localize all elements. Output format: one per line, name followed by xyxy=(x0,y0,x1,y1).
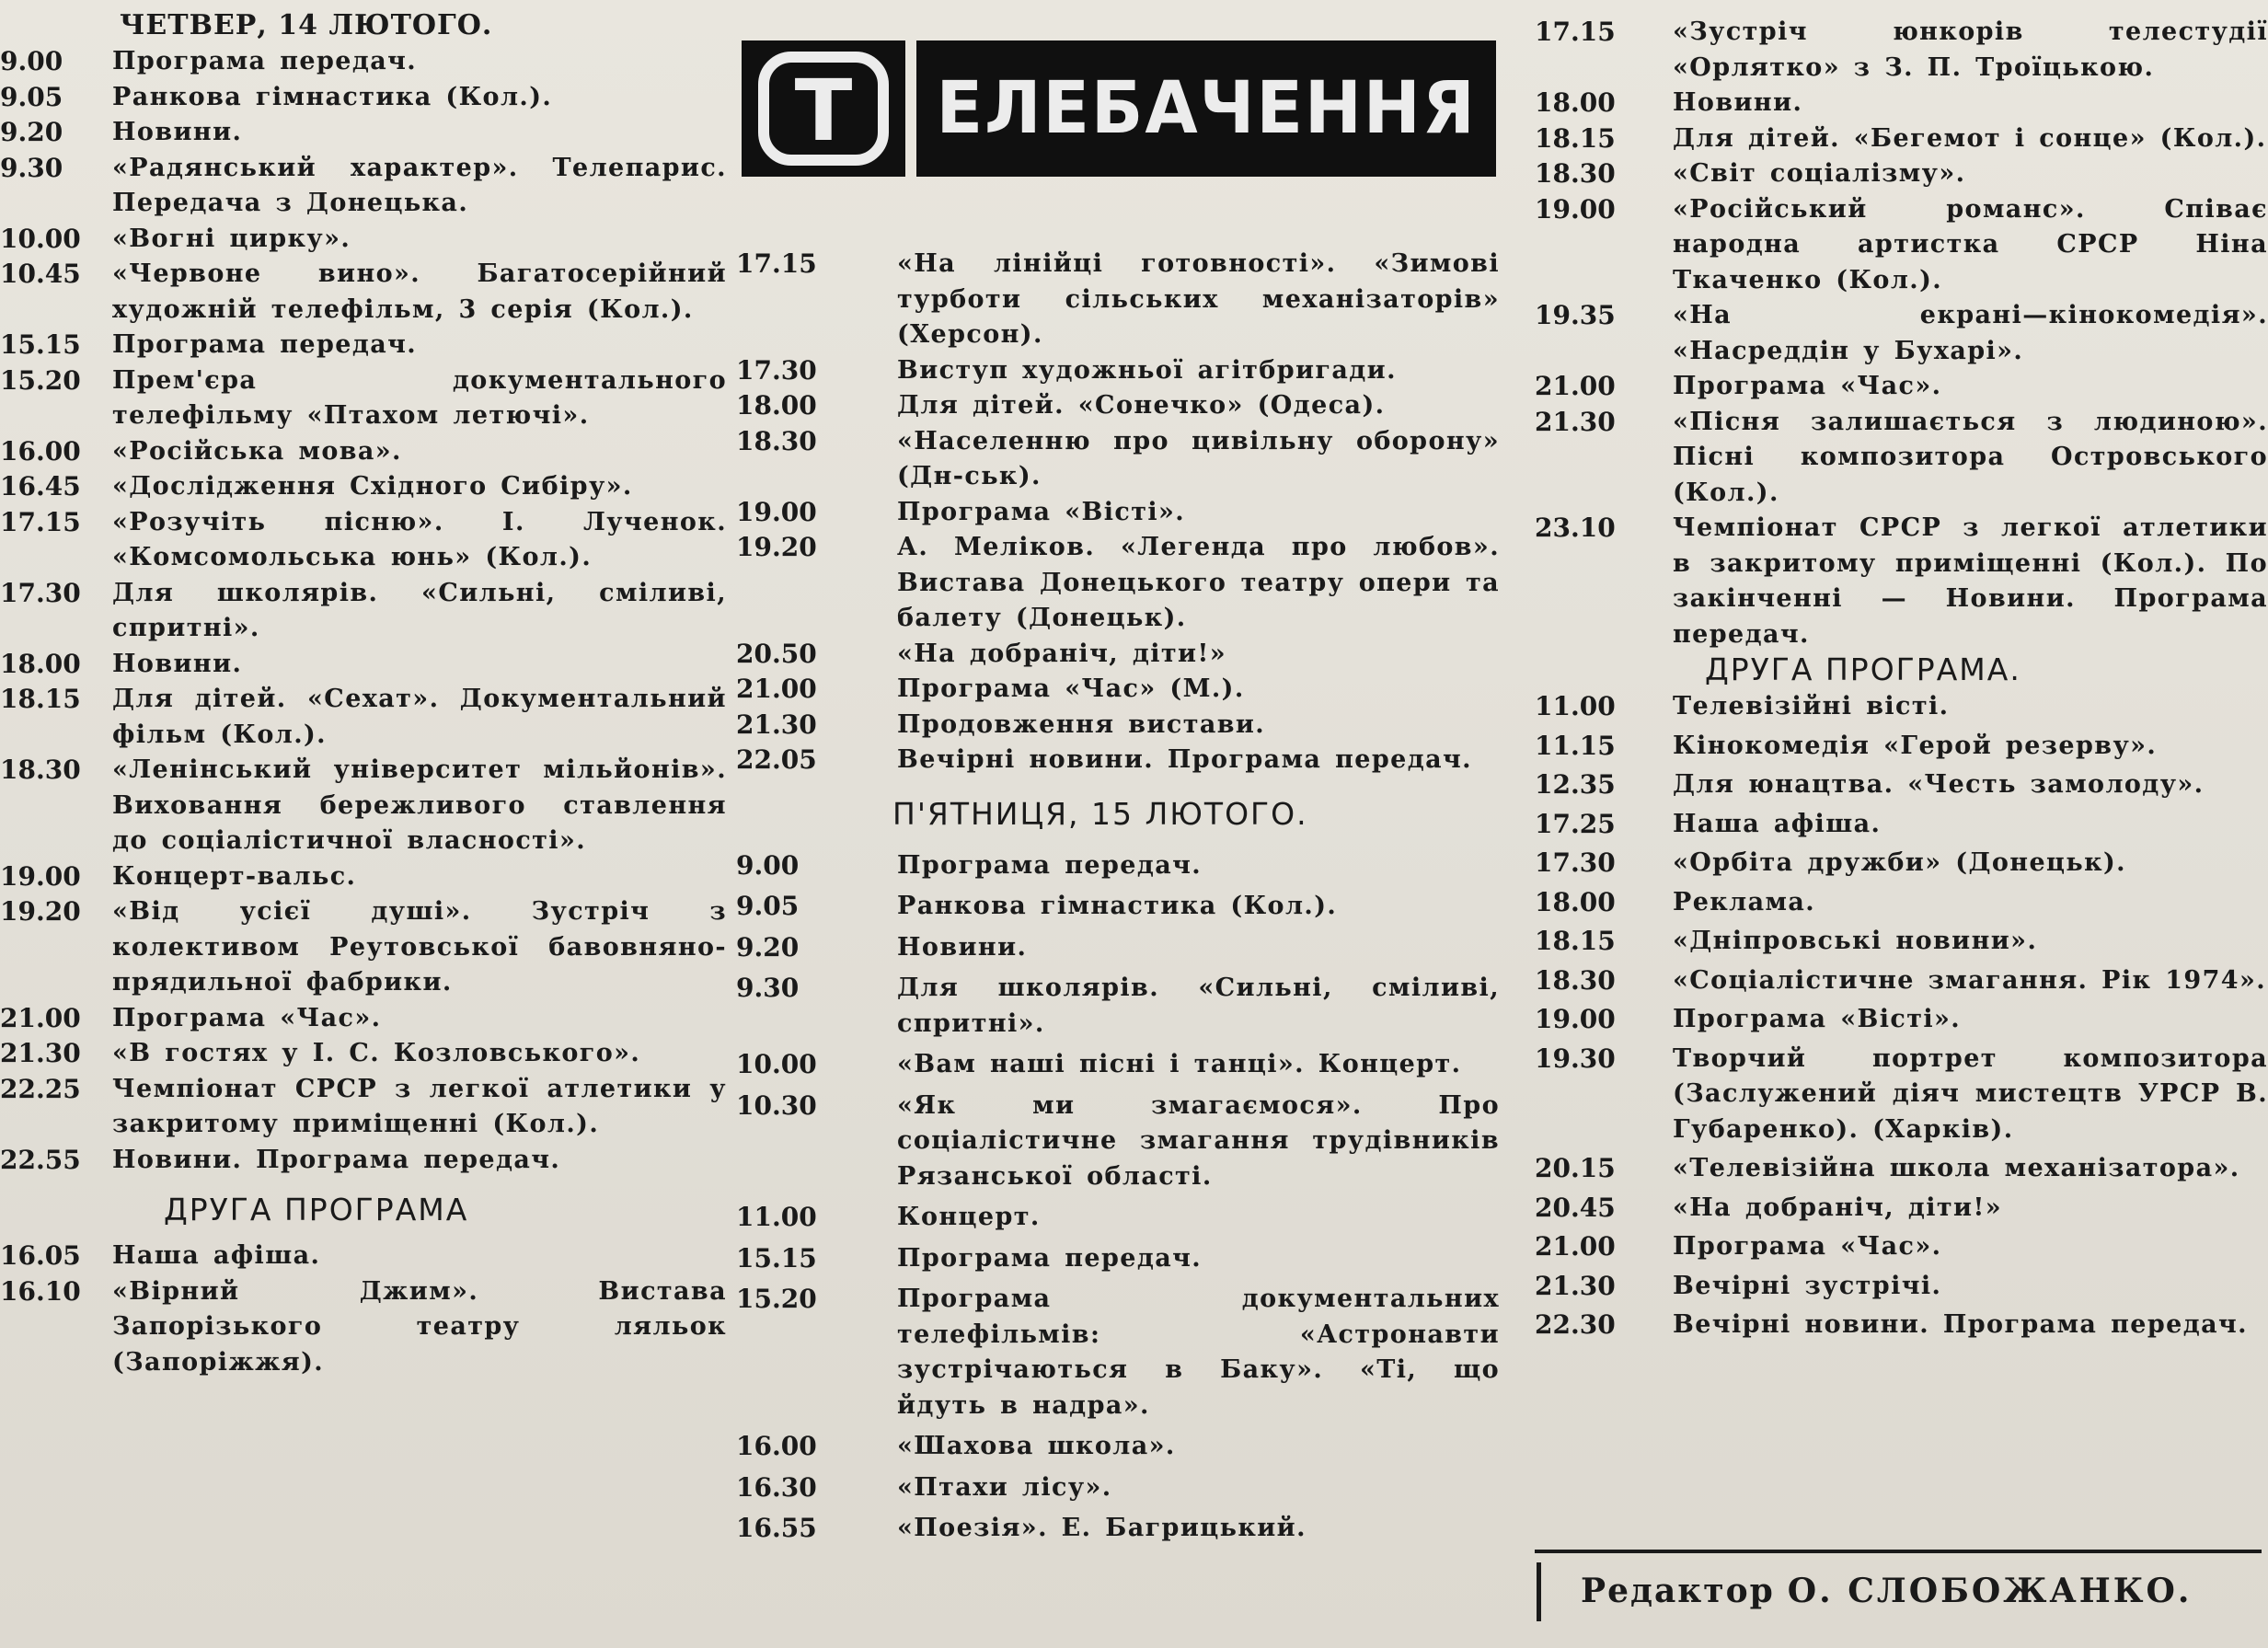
entry-time: 19.35 xyxy=(1535,300,1616,330)
entry-title: «Світ соціалізму». xyxy=(1673,159,1966,188)
entry-time: 18.15 xyxy=(1535,926,1616,956)
entry-time: 19.00 xyxy=(1535,1004,1616,1034)
entry-title: «На лінійці готовності». «Зимові турботи сільських механізаторів» (Херсон). xyxy=(897,249,1500,349)
schedule-entry xyxy=(1535,511,2268,652)
entry-title: «Поезія». Е. Багрицький. xyxy=(897,1514,1307,1542)
entry-title: Телевізійні вісті. xyxy=(1673,692,1950,720)
entry-time: 15.20 xyxy=(736,1284,817,1314)
entry-title: Концерт. xyxy=(897,1203,1041,1231)
schedule-entry xyxy=(736,848,1500,884)
entry-time: 9.30 xyxy=(0,152,63,183)
entry-time: 21.30 xyxy=(1535,406,1616,437)
schedule-entry xyxy=(0,80,727,116)
entry-time: 16.45 xyxy=(0,471,81,501)
schedule-entry xyxy=(0,1072,727,1143)
middle-column xyxy=(736,0,1500,1552)
entry-time: 19.00 xyxy=(0,860,81,892)
schedule-entry xyxy=(0,1274,727,1381)
schedule-entry xyxy=(736,1200,1500,1236)
thursday-continued-schedule xyxy=(736,247,1500,778)
thursday-schedule xyxy=(0,44,727,1178)
entry-title: Продовження вистави. xyxy=(897,709,1266,739)
entry-title: Концерт-вальс. xyxy=(112,861,357,891)
schedule-entry xyxy=(1535,369,2268,405)
entry-time: 17.30 xyxy=(0,577,81,608)
entry-time: 10.45 xyxy=(0,259,81,289)
entry-title: Вечірні зустрічі. xyxy=(1673,1271,1942,1300)
entry-time: 9.05 xyxy=(736,891,800,921)
schedule-entry xyxy=(0,894,727,1001)
schedule-entry xyxy=(1535,121,2268,157)
schedule-entry xyxy=(0,682,727,753)
schedule-entry xyxy=(736,1282,1500,1423)
entry-title: «Від усієї душі». Зустріч з колективом Реутовської бавовняно-прядильної фабрики. xyxy=(112,897,727,997)
entry-title: Програма передач. xyxy=(897,850,1203,880)
entry-time: 16.05 xyxy=(0,1240,81,1271)
schedule-entry xyxy=(1535,767,2268,803)
entry-title: «Зустріч юнкорів телестудії «Орлятко» з З. П. Троїцькою. xyxy=(1673,17,2268,82)
schedule-entry xyxy=(0,151,727,222)
entry-time: 21.00 xyxy=(0,1002,81,1033)
entry-title: Програма документальних телефільмів: «Астронавти зустрічаються в Баку». «Ті, що йдуть в надра». xyxy=(897,1285,1500,1420)
entry-title: «Дослідження Східного Сибіру». xyxy=(112,472,633,501)
entry-time: 11.00 xyxy=(736,1202,817,1232)
schedule-entry xyxy=(1535,1042,2268,1148)
schedule-entry xyxy=(1535,1002,2268,1038)
entry-time: 9.20 xyxy=(736,931,800,962)
entry-title: Для школярів. «Сильні, сміливі, спритні». xyxy=(112,578,727,642)
schedule-entry xyxy=(0,115,727,151)
thursday-column xyxy=(0,0,727,1380)
schedule-entry xyxy=(0,44,727,80)
schedule-entry xyxy=(736,637,1500,673)
entry-time: 9.00 xyxy=(736,849,800,881)
entry-title: «Дніпровські новини». xyxy=(1673,927,2038,955)
entry-time: 9.20 xyxy=(0,117,63,147)
schedule-entry xyxy=(1535,405,2268,512)
entry-time: 21.30 xyxy=(736,709,817,740)
entry-time: 18.30 xyxy=(0,755,81,785)
entry-title: Для дітей. «Бегемот і сонце» (Кол.). xyxy=(1673,123,2267,153)
entry-title: Для школярів. «Сильні, сміливі, спритні». xyxy=(897,974,1500,1038)
entry-time: 9.30 xyxy=(736,973,800,1003)
entry-title: «В гостях у І. С. Козловського». xyxy=(112,1039,641,1067)
entry-time: 12.35 xyxy=(1535,769,1616,800)
entry-time: 18.30 xyxy=(1535,158,1616,189)
logo-text: ЕЛЕБАЧЕННЯ xyxy=(936,67,1477,150)
entry-title: «Пісня залишається з людиною». Пісні композитора Островського (Кол.). xyxy=(1673,407,2268,507)
entry-title: Чемпіонат СРСР з легкої атлетики в закритому приміщенні (Кол.). По закінченні — Новини. Програма передач. xyxy=(1673,513,2268,649)
entry-time: 20.45 xyxy=(1535,1192,1616,1223)
entry-title: Програма «Вісті». xyxy=(1673,1005,1962,1033)
friday-second-program-header: ДРУГА ПРОГРАМА. xyxy=(1705,651,2021,687)
entry-title: Ранкова гімнастика (Кол.). xyxy=(897,892,1338,920)
entry-title: «Населенню про цивільну оборону» (Дн-ськ). xyxy=(897,426,1500,490)
schedule-entry xyxy=(736,530,1500,637)
schedule-entry xyxy=(736,1511,1500,1547)
entry-time: 18.15 xyxy=(0,684,81,714)
schedule-entry xyxy=(0,1036,727,1072)
entry-title: «На добраніч, діти!» xyxy=(897,639,1226,668)
schedule-entry xyxy=(0,576,727,647)
schedule-entry xyxy=(0,647,727,683)
schedule-entry xyxy=(736,495,1500,531)
entry-title: «Шахова школа». xyxy=(897,1432,1176,1460)
entry-time: 17.25 xyxy=(1535,808,1616,839)
entry-title: «Телевізійна школа механізатора». xyxy=(1673,1154,2240,1182)
entry-time: 19.00 xyxy=(1535,193,1616,225)
logo-letter: Т xyxy=(794,62,853,160)
entry-title: Програма передач. xyxy=(897,1243,1203,1273)
schedule-entry xyxy=(1535,963,2268,999)
entry-time: 21.30 xyxy=(1535,1270,1616,1301)
entry-time: 18.00 xyxy=(0,648,81,679)
entry-time: 18.15 xyxy=(1535,122,1616,154)
entry-time: 16.10 xyxy=(0,1275,81,1307)
schedule-entry xyxy=(1535,1308,2268,1343)
entry-time: 21.30 xyxy=(0,1038,81,1068)
right-column xyxy=(1535,0,2268,1347)
thursday-header: ЧЕТВЕР, 14 ЛЮТОГО. xyxy=(120,9,493,41)
entry-title: Для дітей. «Сехат». Документальний фільм (Кол.). xyxy=(112,685,727,749)
entry-title: «Вірний Джим». Вистава Запорізького театру ляльок (Запоріжжя). xyxy=(112,1276,727,1377)
entry-time: 22.30 xyxy=(1535,1309,1616,1340)
editor-name: О. СЛОБОЖАНКО. xyxy=(1787,1572,2193,1610)
schedule-entry xyxy=(736,247,1500,353)
thursday-second-program-header: ДРУГА ПРОГРАМА xyxy=(164,1192,469,1227)
schedule-entry xyxy=(1535,192,2268,299)
schedule-entry xyxy=(1535,846,2268,882)
schedule-entry xyxy=(1535,15,2268,86)
entry-time: 10.00 xyxy=(0,223,81,254)
schedule-entry xyxy=(736,388,1500,424)
entry-time: 17.30 xyxy=(1535,847,1616,878)
entry-title: Творчий портрет композитора (Заслужений діяч мистецтв УРСР В. Губаренко). (Харків). xyxy=(1673,1043,2268,1144)
entry-time: 22.25 xyxy=(0,1073,81,1104)
entry-title: Для дітей. «Сонечко» (Одеса). xyxy=(897,391,1386,420)
schedule-entry xyxy=(736,1047,1500,1083)
schedule-entry xyxy=(0,363,727,434)
entry-time: 15.15 xyxy=(0,329,81,360)
entry-title: «Розучіть пісню». І. Лученок. «Комсомольська юнь» (Кол.). xyxy=(112,507,727,571)
entry-title: Чемпіонат СРСР з легкої атлетики у закритому приміщенні (Кол.). xyxy=(112,1074,727,1138)
schedule-entry xyxy=(736,971,1500,1042)
schedule-entry xyxy=(1535,885,2268,921)
entry-title: «Орбіта дружби» (Донецьк). xyxy=(1673,848,2126,877)
schedule-entry xyxy=(0,1239,727,1274)
entry-time: 16.00 xyxy=(0,435,81,467)
schedule-entry xyxy=(736,1429,1500,1465)
entry-title: «На добраніч, діти!» xyxy=(1673,1193,2002,1222)
entry-title: Вечірні новини. Програма передач. xyxy=(897,745,1472,774)
editor-rule xyxy=(1537,1562,1541,1621)
editor-line xyxy=(1581,1572,2192,1610)
entry-time: 19.20 xyxy=(0,896,81,927)
schedule-entry xyxy=(0,469,727,505)
entry-title: «Птахи лісу». xyxy=(897,1472,1112,1502)
entry-title: Ранкова гімнастика (Кол.). xyxy=(112,82,553,111)
schedule-entry xyxy=(1535,689,2268,725)
entry-time: 18.00 xyxy=(1535,886,1616,917)
schedule-entry xyxy=(0,222,727,258)
entry-title: «Соціалістичне змагання. Рік 1974». xyxy=(1673,965,2267,995)
entry-title: Вечірні новини. Програма передач. xyxy=(1673,1310,2248,1339)
entry-time: 17.30 xyxy=(736,354,817,386)
entry-title: Новини. Програма передач. xyxy=(112,1145,561,1174)
entry-time: 17.15 xyxy=(1535,17,1616,47)
entry-title: Наша афіша. xyxy=(1673,809,1882,838)
schedule-entry xyxy=(736,1241,1500,1277)
entry-title: А. Меліков. «Легенда про любов». Вистава Донецького театру опери та балету (Донецьк). xyxy=(897,533,1500,632)
entry-time: 17.15 xyxy=(0,506,81,537)
entry-time: 18.00 xyxy=(736,390,817,421)
entry-title: Новини. xyxy=(112,118,243,146)
entry-time: 9.05 xyxy=(0,81,63,112)
entry-title: «Червоне вино». Багатосерійний художній телефільм, 3 серія (Кол.). xyxy=(112,259,727,324)
entry-title: Програма «Час». xyxy=(1673,372,1942,400)
entry-time: 23.10 xyxy=(1535,513,1616,543)
schedule-entry xyxy=(0,1001,727,1037)
entry-title: «Російський романс». Співає народна артистка СРСР Ніна Ткаченко (Кол.). xyxy=(1673,194,2268,294)
entry-title: Програма передач. xyxy=(112,47,418,75)
entry-time: 16.55 xyxy=(736,1513,817,1543)
schedule-entry xyxy=(0,434,727,470)
entry-title: «На екрані—кінокомедія». «Насреддін у Бухарі». xyxy=(1673,301,2268,365)
schedule-entry xyxy=(736,1089,1500,1195)
entry-time: 21.00 xyxy=(736,674,817,704)
schedule-entry xyxy=(0,859,727,895)
entry-title: Програма «Час». xyxy=(1673,1232,1942,1261)
schedule-entry xyxy=(736,930,1500,966)
schedule-entry xyxy=(0,505,727,576)
entry-time: 10.30 xyxy=(736,1089,817,1121)
entry-title: Новини. xyxy=(897,932,1028,962)
friday-continued-schedule xyxy=(1535,15,2268,652)
entry-title: «Вогні цирку». xyxy=(112,224,351,253)
schedule-entry xyxy=(0,1143,727,1179)
entry-time: 19.30 xyxy=(1535,1043,1616,1074)
entry-time: 18.30 xyxy=(1535,964,1616,996)
entry-time: 21.00 xyxy=(1535,371,1616,401)
entry-title: Програма «Час» (М.). xyxy=(897,674,1245,703)
entry-time: 19.20 xyxy=(736,532,817,562)
entry-title: Прем'єра документального телефільму «Птахом летючі». xyxy=(112,365,727,430)
schedule-entry xyxy=(1535,1269,2268,1305)
entry-time: 18.30 xyxy=(736,425,817,456)
entry-time: 21.00 xyxy=(1535,1231,1616,1262)
entry-title: «Як ми змагаємося». Про соціалістичне змагання трудівників Рязанської області. xyxy=(897,1090,1500,1191)
entry-time: 19.00 xyxy=(736,496,817,527)
entry-time: 10.00 xyxy=(736,1049,817,1079)
entry-title: Програма «Вісті». xyxy=(897,497,1186,526)
friday-header: П'ЯТНИЦЯ, 15 ЛЮТОГО. xyxy=(892,795,1308,832)
schedule-entry xyxy=(0,328,727,363)
schedule-entry xyxy=(1535,86,2268,121)
schedule-entry xyxy=(1535,156,2268,192)
editor-label: Редактор xyxy=(1581,1572,1775,1610)
schedule-entry xyxy=(0,753,727,859)
entry-title: Виступ художньої агітбригади. xyxy=(897,355,1397,385)
schedule-entry xyxy=(736,353,1500,389)
entry-time: 15.15 xyxy=(736,1242,817,1273)
schedule-entry xyxy=(736,1470,1500,1506)
entry-time: 16.30 xyxy=(736,1471,817,1503)
entry-title: Наша афіша. xyxy=(112,1241,321,1270)
schedule-entry xyxy=(1535,729,2268,765)
entry-title: Новини. xyxy=(1673,88,1803,117)
entry-time: 16.00 xyxy=(736,1431,817,1461)
schedule-entry xyxy=(0,257,727,328)
entry-title: Реклама. xyxy=(1673,887,1816,916)
schedule-entry xyxy=(1535,1229,2268,1265)
entry-time: 17.15 xyxy=(736,248,817,279)
entry-time: 11.00 xyxy=(1535,691,1616,721)
entry-title: Кінокомедія «Герой резерву». xyxy=(1673,731,2158,760)
entry-time: 20.15 xyxy=(1535,1153,1616,1183)
entry-title: Програма «Час». xyxy=(112,1003,382,1032)
schedule-entry xyxy=(1535,807,2268,843)
entry-title: «Радянський характер». Телепарис. Передача з Донецька. xyxy=(112,153,727,217)
friday-schedule xyxy=(736,848,1500,1547)
schedule-entry xyxy=(736,672,1500,708)
schedule-entry xyxy=(736,708,1500,743)
thursday-second-program-schedule xyxy=(0,1239,727,1380)
entry-time: 22.55 xyxy=(0,1144,81,1175)
friday-second-program-schedule xyxy=(1535,689,2268,1343)
schedule-entry xyxy=(736,743,1500,778)
entry-title: Новини. xyxy=(112,649,243,678)
entry-title: «Російська мова». xyxy=(112,436,402,466)
schedule-entry xyxy=(1535,1151,2268,1187)
entry-title: «Ленінський університет мільйонів». Виховання бережливого ставлення до соціалістичної власності». xyxy=(112,755,727,855)
entry-time: 9.00 xyxy=(0,46,63,76)
logo-spacer xyxy=(736,0,1500,247)
schedule-entry xyxy=(1535,298,2268,369)
entry-title: «Вам наші пісні і танці». Концерт. xyxy=(897,1050,1462,1078)
entry-time: 18.00 xyxy=(1535,87,1616,118)
entry-time: 11.15 xyxy=(1535,730,1616,761)
entry-title: Програма передач. xyxy=(112,330,418,359)
schedule-entry xyxy=(736,889,1500,925)
entry-time: 15.20 xyxy=(0,364,81,396)
editor-block xyxy=(1535,1550,2262,1627)
entry-time: 20.50 xyxy=(736,638,817,669)
schedule-entry xyxy=(736,424,1500,495)
entry-title: Для юнацтва. «Честь замолоду». xyxy=(1673,770,2205,799)
schedule-entry xyxy=(1535,924,2268,960)
schedule-entry xyxy=(1535,1191,2268,1227)
entry-time: 22.05 xyxy=(736,744,817,775)
